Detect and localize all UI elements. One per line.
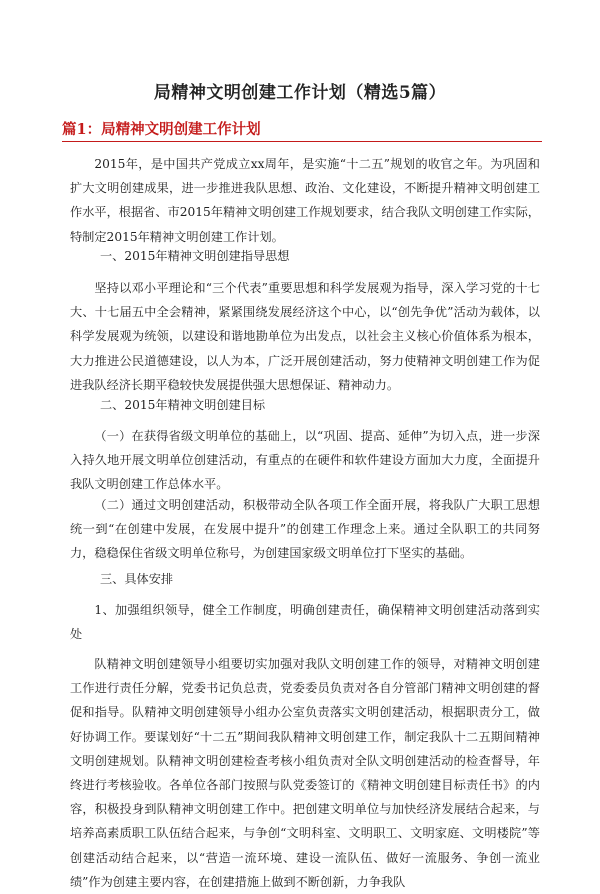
paragraph-organization	[70, 652, 540, 894]
heading-goals: 二、2015年精神文明创建目标	[100, 398, 266, 412]
paragraph-goal-2	[70, 493, 540, 566]
heading-guiding-ideology: 一、2015年精神文明创建指导思想	[100, 249, 290, 263]
intro-text: 2015年，是中国共产党成立xx周年，是实施“十二五”规划的收官之年。为巩固和扩大文明创建成果，进一步推进我队思想、政治、文化建设，不断提升精神文明创建工作水平，根据省、市2015年精神文明创建工作规划要求，结合我队文明创建工作实际，特制定2015年精神文明创建工作计划。	[70, 157, 540, 244]
intro-paragraph	[70, 152, 540, 249]
heading-arrangements: 三、具体安排	[100, 572, 174, 586]
section-title: 篇1：局精神文明创建工作计划	[62, 121, 261, 138]
goal-1-text: （一）在获得省级文明单位的基础上，以“巩固、提高、延伸”为切入点，进一步深入持久地开展文明单位创建活动，有重点的在硬件和软件建设方面加大力度，全面提升我队文明创建工作总体水平。	[70, 429, 540, 492]
guiding-ideology-text: 坚持以邓小平理论和“三个代表”重要思想和科学发展观为指导，深入学习党的十七大、十七届五中全会精神，紧紧围绕发展经济这个中心，以“创先争优”活动为载体，以科学发展观为统领，以建设和谐地勘单位为出发点，以社会主义核心价值体系为根本，大力推进公民道德建设，以人为本，广泛开展创建活动，努力使精神文明创建工作为促进我队经济长期平稳较快发展提供强大思想保证、精神动力。	[70, 281, 540, 392]
subheading-1-text: 1、加强组织领导，健全工作制度，明确创建责任，确保精神文明创建活动落到实处	[70, 603, 540, 642]
goal-2-text: （二）通过文明创建活动，积极带动全队各项工作全面开展，将我队广大职工思想统一到“在创建中发展，在发展中提升”的创建工作理念上来。通过全队职工的共同努力，稳稳保住省级文明单位称号，为创建国家级文明单位打下坚实的基础。	[70, 498, 540, 561]
section-divider	[62, 141, 542, 142]
paragraph-subheading-1	[70, 598, 540, 646]
paragraph-guiding-ideology	[70, 276, 540, 397]
document-title: 局精神文明创建工作计划（精选5篇）	[153, 83, 447, 103]
organization-text: 队精神文明创建领导小组要切实加强对我队文明创建工作的领导，对精神文明创建工作进行责任分解，党委书记负总责，党委委员负责对各自分管部门精神文明创建的督促和指导。队精神文明创建领导小组办公室负责落实文明创建活动，根据职责分工，做好协调工作。要谋划好“十二五”期间我队精神文明创建工作，制定我队十二五期间精神文明创建规划。队精神文明创建检查考核小组负责对全队文明创建活动的检查督导，年终进行考核验收。各单位各部门按照与队党委签订的《精神文明创建目标责任书》的内容，积极投身到队精神文明创建工作中。把创建文明单位与加快经济发展结合起来，与培养高素质职工队伍结合起来，与争创“文明科室、文明职工、文明家庭、文明楼院”等创建活动结合起来，以“营造一流环境、建设一流队伍、做好一流服务、争创一流业绩”作为创建主要内容，在创建措施上做到不断创新，力争我队	[70, 657, 540, 889]
paragraph-goal-1	[70, 424, 540, 497]
